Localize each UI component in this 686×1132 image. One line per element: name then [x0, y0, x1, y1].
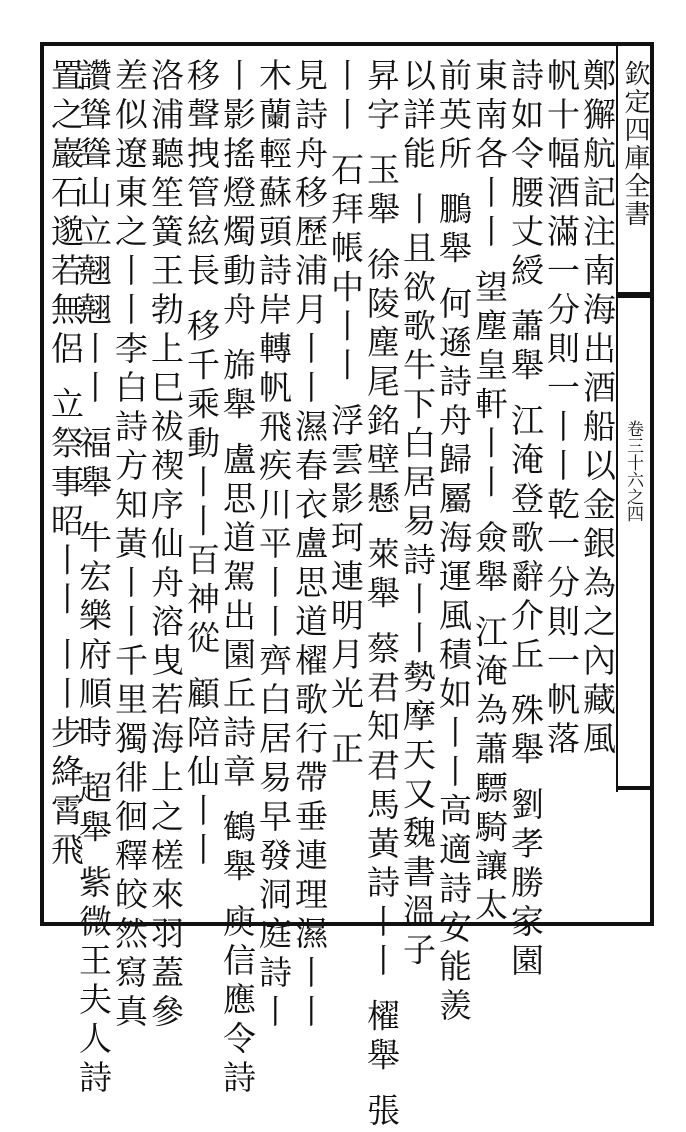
fold-mark-bottom: [618, 786, 652, 790]
text-column-2: 帆十幅酒滿一分則一丨丨乾一分則一帆落: [542, 58, 581, 760]
text-column-6: 以詳能 丨且欲歌牛下白居易詩丨丨勢摩天又魏書溫子: [398, 58, 437, 972]
text-column-10: 木蘭輕蘇頭詩岸轉帆飛疾川平丨丨齊白居易早發洞庭詩丨: [254, 58, 293, 1033]
text-column-7: 昇字 玉舉 徐陵塵尾銘壁懸 萊舉 蔡君知君馬黃詩丨丨 櫂舉 張: [362, 58, 401, 1132]
text-column-16: 置之巖石邈若無侶 立祭事昭丨丨 丨丨步絳霄飛: [46, 58, 85, 871]
fold-margin: [616, 292, 656, 792]
text-column-1: 鄭獬航記注南海出酒船以金銀為之內藏風: [578, 58, 617, 760]
text-column-9: 見詩舟移歷浦月丨丨濕春衣盧思道櫂歌行帶垂連理濕丨丨: [290, 58, 329, 1033]
text-column-14: 差似遼東之丨丨李白詩方知黃丨丨千里獨徘徊釋皎然寫真: [110, 58, 149, 1033]
text-column-15: 讚聳聳山立翹翹丨丨 福舉 牛宏樂府順時 超舉 紫微王夫人詩: [74, 58, 113, 1099]
text-column-3: 詩如令腰丈綬 蕭舉 江淹登歌辭介丘 殊舉 劉孝勝家園: [506, 58, 545, 982]
folio-label: 卷三十六之四: [623, 420, 643, 522]
text-column-4: 東南各丨丨 望塵皇軒丨丨 僉舉 江淹為蕭驃騎讓太: [470, 58, 509, 927]
text-column-8: 丨丨 石拜帳中丨丨 浮雲影珂連明月光 正: [326, 58, 365, 771]
text-column-5: 前英所 鵬舉 何遜詩舟歸屬海運風積如丨丨高適詩安能羨: [434, 58, 473, 1027]
text-column-11: 丨影搖燈燭動舟 旆舉 盧思道駕出園丘詩章 鶴舉 庾信應令詩: [218, 58, 257, 1099]
text-column-12: 移聲拽管絃長 移千乘動丨丨百神從 顧陪仙丨丨: [182, 58, 221, 871]
text-column-13: 洛浦聽笙簧王勃上巳祓禊序仙舟溶曳若海上之槎來羽蓋參: [146, 58, 185, 1033]
book-title: 欽定四庫全書: [620, 60, 650, 228]
fold-mark-top: [618, 292, 652, 298]
